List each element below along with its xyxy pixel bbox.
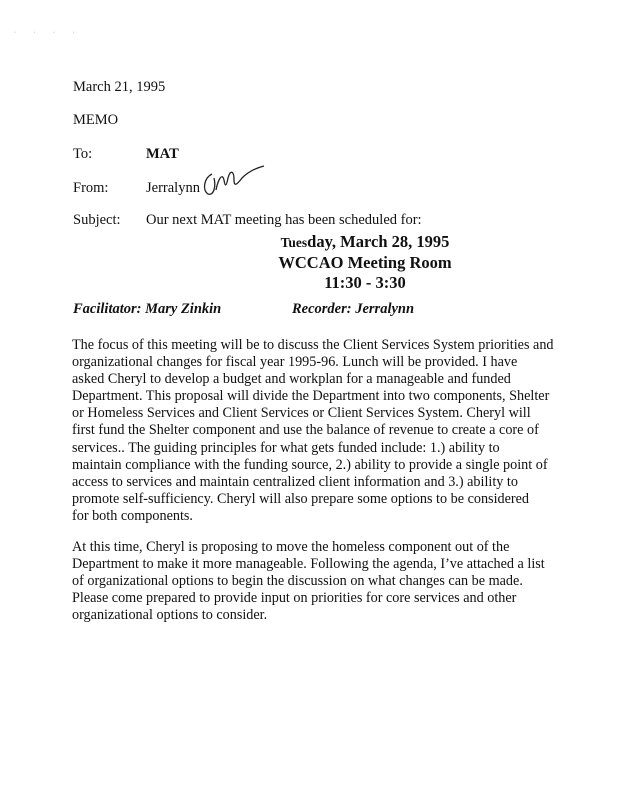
memo-heading: MEMO [73, 112, 119, 128]
body-paragraph-1 [72, 337, 602, 525]
meeting-date-rest: day, March 28, 1995 [307, 232, 450, 251]
scan-artifact-marks: · · · · [14, 30, 83, 36]
to-label: To: [73, 146, 93, 162]
paragraph-line: of organizational options to begin the discussion on what changes can be made. [72, 573, 523, 590]
recorder: Recorder: Jerralynn [292, 301, 415, 317]
to-value: MAT [146, 146, 179, 162]
meeting-location: WCCAO Meeting Room [278, 253, 452, 272]
from-value: Jerralynn [146, 180, 200, 196]
from-row [73, 180, 200, 197]
subject-row [73, 212, 422, 229]
from-label: From: [73, 180, 109, 196]
body-paragraph-2 [72, 539, 602, 624]
paragraph-line: The focus of this meeting will be to discuss the Client Services System priorities and [72, 337, 554, 353]
facilitator: Facilitator: Mary Zinkin [73, 301, 222, 317]
initials-signature-icon [198, 160, 278, 200]
memo-date: March 21, 1995 [73, 79, 166, 95]
paragraph-line: asked Cheryl to develop a budget and workplan for a manageable and funded [72, 371, 511, 388]
meeting-time: 11:30 - 3:30 [324, 273, 406, 292]
paragraph-line: At this time, Cheryl is proposing to move the homeless component out of the [72, 539, 510, 555]
paragraph-line: services.. The guiding principles for what gets funded include: 1.) ability to [72, 439, 500, 456]
paragraph-line: maintain compliance with the funding source, 2.) ability to provide a single point of [72, 456, 548, 473]
paragraph-line: for both components. [72, 507, 193, 524]
paragraph-line: Please come prepared to provide input on priorities for core services and other [72, 590, 517, 607]
meeting-day-prefix: Tues [280, 235, 308, 250]
meeting-date [270, 232, 460, 253]
roles-line [73, 301, 415, 318]
to-row [73, 146, 179, 163]
subject-label: Subject: [73, 212, 121, 228]
paragraph-line: Department to make it more manageable. Following the agenda, I’ve attached a list [72, 556, 545, 573]
paragraph-line: promote self-sufficiency. Cheryl will also prepare some options to be considered [72, 490, 530, 507]
paragraph-line: organizational options to consider. [72, 607, 268, 624]
subject-value: Our next MAT meeting has been scheduled for: [146, 212, 422, 228]
paragraph-line: access to services and maintain centralized client information and 3.) ability to [72, 473, 518, 490]
meeting-details [270, 232, 460, 293]
paragraph-line: organizational changes for fiscal year 1995-96. Lunch will be provided. I have [72, 354, 518, 371]
paragraph-line: Department. This proposal will divide the Department into two components, Shelter [72, 388, 550, 405]
paragraph-line: or Homeless Services and Client Services or Client Services System. Cheryl will [72, 405, 531, 422]
paragraph-line: first fund the Shelter component and use the balance of revenue to create a core of [72, 422, 539, 439]
